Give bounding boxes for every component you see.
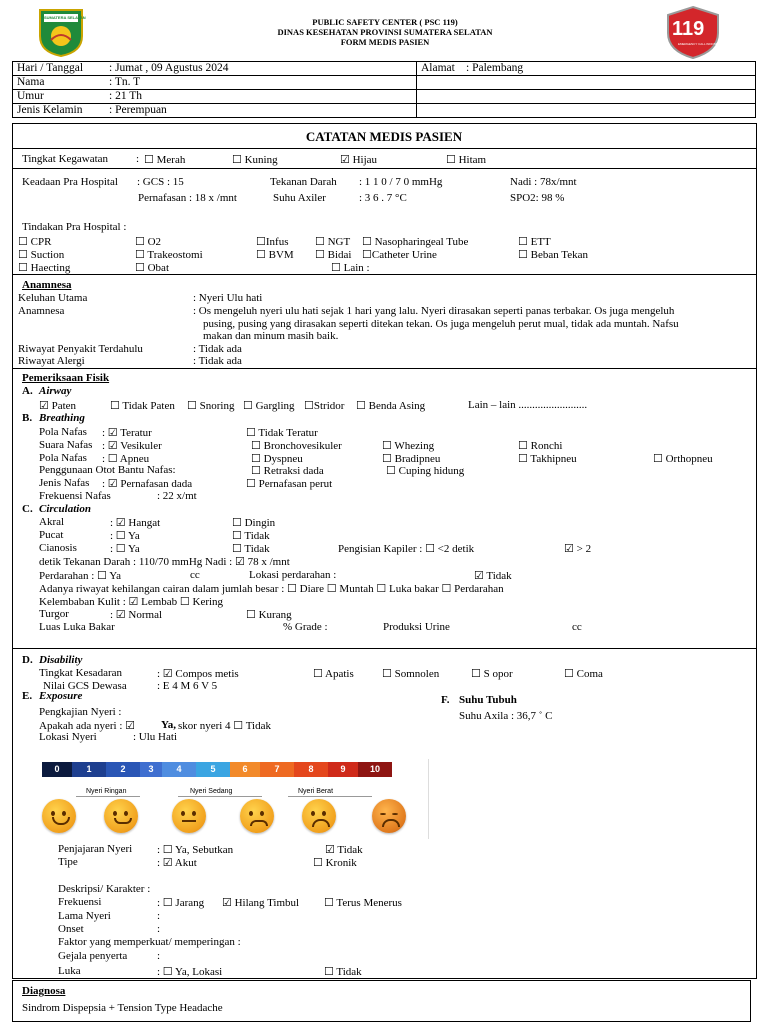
pucat-label: Pucat (39, 529, 64, 541)
face-severe-pain-icon (302, 799, 336, 833)
chief-label: Keluhan Utama (18, 292, 88, 304)
penjalaran-label: Penjajaran Nyeri (58, 843, 133, 855)
luka-ya: : ☐ Ya, Lokasi (157, 966, 223, 978)
kesadaran-apatis: ☐ Apatis (313, 668, 354, 680)
header-line-2: DINAS KESEHATAN PROVINSI SUMATERA SELATAN (277, 27, 493, 37)
airway-stridor: ☐Stridor (304, 400, 345, 412)
action-ett: ☐ ETT (518, 236, 551, 248)
actions-label: Tindakan Pra Hospital : (22, 221, 127, 233)
day-label: Hari / Tanggal (17, 62, 84, 74)
action-infus: ☐Infus (256, 236, 289, 248)
pain-label-moderate: Nyeri Sedang (190, 788, 233, 795)
lokasi-nyeri-value: : Ulu Hati (133, 731, 177, 743)
kesadaran-sopor: ☐ S opor (471, 668, 513, 680)
province-logo-text: SUMATERA SELATAN (44, 15, 86, 20)
triage-colon: : (136, 153, 140, 165)
pola2-bradipneu: ☐ Bradipneu (382, 453, 441, 465)
patient-day-cell (13, 62, 417, 76)
diagnosis-box (12, 980, 751, 1022)
address-value: : Palembang (466, 62, 524, 74)
history-line-3: makan dan minum masih baik. (203, 330, 339, 342)
age-value: : 21 Th (109, 90, 143, 102)
otot-cuping: ☐ Cuping hidung (386, 465, 465, 477)
kapiler-label: Pengisian Kapiler : ☐ <2 detik (338, 543, 475, 555)
kesadaran-somnolen: ☐ Somnolen (382, 668, 440, 680)
exposure-title: Exposure (39, 690, 83, 702)
penjalaran-ya: : ☐ Ya, Sebutkan (157, 844, 234, 856)
empty-cell (417, 90, 756, 104)
form-header (200, 17, 570, 47)
action-beban-tekan: ☐ Beban Tekan (518, 249, 588, 261)
pain-scale-image (38, 759, 429, 839)
chief-value: : Nyeri Ulu hati (193, 292, 263, 304)
suara-label: Suara Nafas (39, 439, 93, 451)
onset-label: Onset (58, 923, 84, 935)
action-suction: ☐ Suction (18, 249, 65, 261)
header-line-1: PUBLIC SAFETY CENTER ( PSC 119) (312, 17, 458, 27)
breathing-title: Breathing (39, 412, 85, 424)
frekuensi-terus: ☐ Terus Menerus (324, 897, 402, 909)
luka-tidak: ☐ Tidak (324, 966, 362, 978)
temp-value: : 3 6 . 7 °C (359, 192, 407, 204)
frek-value: : 22 x/mt (157, 490, 197, 502)
kesadaran-coma: ☐ Coma (564, 668, 603, 680)
action-nasopharingeal: ☐ Nasopharingeal Tube (362, 236, 469, 248)
gender-label: Jenis Kelamin (17, 104, 83, 116)
pain-scale-bar (42, 762, 392, 777)
anamnesis-title: Anamnesa (22, 279, 72, 291)
pain-scale-number-9: 9 (328, 762, 358, 777)
face-moderate-pain-icon (172, 799, 206, 833)
kulit-line: Kelembaban Kulit : ☑ Lembab ☐ Kering (39, 596, 224, 608)
temperature-title: Suhu Tubuh (459, 694, 517, 706)
divider (12, 148, 756, 149)
spo2-value: SPO2: 98 % (510, 192, 565, 204)
diagnosis-value: Sindrom Dispepsia + Tension Type Headache (22, 1002, 223, 1014)
header-line-3: FORM MEDIS PASIEN (340, 37, 430, 47)
history-line-1: : Os mengeluh nyeri ulu hati sejak 1 hari yang lalu. Nyeri dirasakan seperti panas terbakar. Os juga mengeluh (193, 305, 675, 317)
action-catheter: ☐Catheter Urine (362, 249, 437, 261)
divider (12, 368, 756, 369)
airway-benda-asing: ☐ Benda Asing (356, 400, 426, 412)
pulse-value: Nadi : 78x/mnt (510, 176, 577, 188)
kesadaran-label: Tingkat Kesadaran (39, 667, 122, 679)
triage-red: ☐ Merah (144, 154, 186, 166)
cianosis-tidak: ☐ Tidak (232, 543, 270, 555)
gcs-value: : E 4 M 6 V 5 (157, 680, 218, 692)
pola1-label: Pola Nafas (39, 426, 87, 438)
lama-label: Lama Nyeri (58, 910, 111, 922)
divider (178, 796, 262, 797)
ada-nyeri-ya: Ya, (161, 719, 176, 731)
frek-label: Frekuensi Nafas (39, 490, 111, 502)
pengkajian-label: Pengkajian Nyeri : (39, 706, 122, 718)
pain-scale-number-10: 10 (358, 762, 392, 777)
jenis-dada: : ☑ Pernafasan dada (102, 478, 193, 490)
urine-label: Produksi Urine (383, 621, 450, 633)
lokasi-nyeri-label: Lokasi Nyeri (39, 731, 97, 743)
history-line-2: pusing, pusing yang dirasakan seperti ditekan tekan. Os juga mengeluh perut mual, tidak ada muntah. Nafsu (203, 318, 679, 330)
penjalaran-tidak: ☑ Tidak (325, 844, 363, 856)
face-moderate-severe-pain-icon (240, 799, 274, 833)
pain-scale-number-8: 8 (294, 762, 328, 777)
patient-address-cell (417, 62, 756, 76)
resp-value: Pernafasan : 18 x /mnt (138, 192, 237, 204)
face-no-pain-icon (42, 799, 76, 833)
airway-gargling: ☐ Gargling (243, 400, 295, 412)
breathing-letter: B. (22, 412, 33, 424)
turgor-normal: : ☑ Normal (110, 609, 163, 621)
pain-scale-number-2: 2 (106, 762, 140, 777)
divider (12, 274, 756, 275)
gcs-label: Nilai GCS Dewasa (43, 680, 127, 692)
prev-illness-value: : Tidak ada (193, 343, 242, 355)
action-bidai: ☐ Bidai (315, 249, 352, 261)
kapiler-more-2: ☑ > 2 (564, 543, 592, 555)
deskripsi-label: Deskripsi/ Karakter : (58, 883, 151, 895)
turgor-label: Turgor (39, 608, 69, 620)
akral-dingin: ☐ Dingin (232, 517, 276, 529)
psc-119-logo (665, 5, 721, 60)
action-lain: ☐ Lain : (331, 262, 370, 274)
pain-scale-number-1: 1 (72, 762, 106, 777)
allergy-label: Riwayat Alergi (18, 355, 85, 367)
patient-info-table (12, 61, 756, 118)
airway-letter: A. (22, 385, 33, 397)
prehospital-label: Keadaan Pra Hospital (22, 176, 118, 188)
pola1-tidak-teratur: ☐ Tidak Teratur (246, 427, 318, 439)
pain-scale-number-3: 3 (140, 762, 162, 777)
pola2-takhipneu: ☐ Takhipneu (518, 453, 577, 465)
suara-whezing: ☐ Whezing (382, 440, 435, 452)
pola2-apneu: : ☐ Apneu (102, 453, 150, 465)
suara-vesikuler: : ☑ Vesikuler (102, 440, 162, 452)
gejala-colon: : (157, 950, 161, 962)
tipe-label: Tipe (58, 856, 78, 868)
action-trakeostomi: ☐ Trakeostomi (135, 249, 203, 261)
circ-title: Circulation (39, 503, 91, 515)
triage-label: Tingkat Kegawatan (22, 153, 109, 165)
airway-title: Airway (39, 385, 72, 397)
prehospital-gcs: : GCS : 15 (137, 176, 184, 188)
action-bvm: ☐ BVM (256, 249, 294, 261)
prev-illness-label: Riwayat Penyakit Terdahulu (18, 343, 143, 355)
name-label: Nama (17, 76, 45, 88)
jenis-label: Jenis Nafas (39, 477, 90, 489)
pain-scale-number-0: 0 (42, 762, 72, 777)
ada-nyeri-rest: skor nyeri 4 ☐ Tidak (178, 720, 271, 732)
disability-letter: D. (22, 654, 33, 666)
airway-snoring: ☐ Snoring (187, 400, 235, 412)
exposure-letter: E. (22, 690, 33, 702)
pola2-orthopneu: ☐ Orthopneu (653, 453, 713, 465)
gejala-label: Gejala penyerta (58, 950, 128, 962)
face-worst-pain-icon (372, 799, 406, 833)
faktor-label: Faktor yang memperkuat/ memperingan : (58, 936, 241, 948)
frekuensi-hilang-timbul: ☑ Hilang Timbul (222, 897, 300, 909)
ada-nyeri-label: Apakah ada nyeri : ☑ (39, 720, 135, 732)
patient-gender-cell (13, 104, 417, 118)
airway-tidak-paten: ☐ Tidak Paten (110, 400, 175, 412)
history-label: Anamnesa (18, 305, 65, 317)
divider (288, 796, 372, 797)
psc-logo-number: 119 (672, 18, 705, 40)
perdarahan-ya: Perdarahan : ☐ Ya (39, 570, 121, 582)
pola2-label: Pola Nafas (39, 452, 87, 464)
airway-lain: Lain – lain ......................... (468, 399, 588, 411)
urine-cc: cc (572, 621, 582, 633)
disability-title: Disability (39, 654, 83, 666)
record-title: CATATAN MEDIS PASIEN (305, 129, 463, 144)
akral-hangat: : ☑ Hangat (110, 517, 161, 529)
grade-label: % Grade : (283, 621, 328, 633)
frekuensi-label: Frekuensi (58, 896, 102, 908)
address-label: Alamat (421, 62, 455, 74)
otot-retraksi: ☐ Retraksi dada (251, 465, 324, 477)
patient-age-cell (13, 90, 417, 104)
action-ngt: ☐ NGT (315, 236, 351, 248)
triage-yellow: ☐ Kuning (232, 154, 278, 166)
tipe-kronik: ☐ Kronik (313, 857, 357, 869)
psc-logo-sub: EMERGENCY CALL INDONESIA (678, 42, 723, 46)
allergy-value: : Tidak ada (193, 355, 242, 367)
otot-label: Penggunaan Otot Bantu Nafas: (39, 464, 176, 476)
cairan-line: Adanya riwayat kehilangan cairan dalam jumlah besar : ☐ Diare ☐ Muntah ☐ Luka bakar ☐ Perdarahan (39, 583, 504, 595)
bp-value: : 1 1 0 / 7 0 mmHg (359, 176, 443, 188)
empty-cell (417, 76, 756, 90)
lama-colon: : (157, 910, 161, 922)
pola1-teratur: : ☑ Teratur (102, 427, 152, 439)
pain-scale-number-7: 7 (260, 762, 294, 777)
onset-colon: : (157, 923, 161, 935)
temperature-letter: F. (441, 694, 450, 706)
patient-name-cell (13, 76, 417, 90)
action-haecting: ☐ Haecting (18, 262, 71, 274)
suara-bronchovesikuler: ☐ Bronchovesikuler (251, 440, 342, 452)
face-mild-pain-icon (104, 799, 138, 833)
day-value: : Jumat , 09 Agustus 2024 (109, 62, 229, 74)
triage-black: ☐ Hitam (446, 154, 487, 166)
pain-label-mild: Nyeri Ringan (86, 788, 127, 795)
turgor-kurang: ☐ Kurang (246, 609, 292, 621)
temperature-value: Suhu Axila : 36,7 ˚ C (459, 710, 553, 722)
pucat-ya: : ☐ Ya (110, 530, 140, 542)
action-obat: ☐ Obat (135, 262, 169, 274)
pain-scale-number-6: 6 (230, 762, 260, 777)
cianosis-label: Cianosis (39, 542, 77, 554)
cianosis-ya: : ☐ Ya (110, 543, 140, 555)
tipe-akut: : ☑ Akut (157, 857, 197, 869)
kesadaran-compos: : ☑ Compos metis (157, 668, 239, 680)
pola2-dyspneu: ☐ Dyspneu (251, 453, 303, 465)
action-o2: ☐ O2 (135, 236, 162, 248)
action-cpr: ☐ CPR (18, 236, 52, 248)
circ-letter: C. (22, 503, 33, 515)
perdarahan-cc: cc (190, 569, 200, 581)
triage-green: ☑ Hijau (340, 154, 378, 166)
gender-value: : Perempuan (109, 104, 167, 116)
divider (12, 168, 756, 169)
pain-scale-number-4: 4 (162, 762, 196, 777)
detik-line: detik Tekanan Darah : 110/70 mmHg Nadi : ☑ 78 x /mnt (39, 556, 290, 568)
perdarahan-tidak: ☑ Tidak (474, 570, 512, 582)
lokasi-perdarahan: Lokasi perdarahan : (249, 569, 337, 581)
pain-label-severe: Nyeri Berat (298, 788, 334, 795)
province-logo (36, 6, 86, 58)
diagnosis-title: Diagnosa (22, 985, 66, 997)
pucat-tidak: ☐ Tidak (232, 530, 270, 542)
bp-label: Tekanan Darah (270, 176, 337, 188)
age-label: Umur (17, 90, 44, 102)
empty-cell (417, 104, 756, 118)
frekuensi-jarang: : ☐ Jarang (157, 897, 205, 909)
luka-label: Luka (58, 965, 81, 977)
temp-label: Suhu Axiler (273, 192, 326, 204)
suara-ronchi: ☐ Ronchi (518, 440, 563, 452)
exam-title: Pemeriksaan Fisik (22, 372, 110, 384)
luka-bakar-label: Luas Luka Bakar (39, 621, 115, 633)
pain-scale-number-5: 5 (196, 762, 230, 777)
divider (12, 648, 756, 649)
jenis-perut: ☐ Pernafasan perut (246, 478, 333, 490)
name-value: : Tn. T (109, 76, 141, 88)
akral-label: Akral (39, 516, 65, 528)
airway-paten: ☑ Paten (39, 400, 77, 412)
divider (76, 796, 140, 797)
